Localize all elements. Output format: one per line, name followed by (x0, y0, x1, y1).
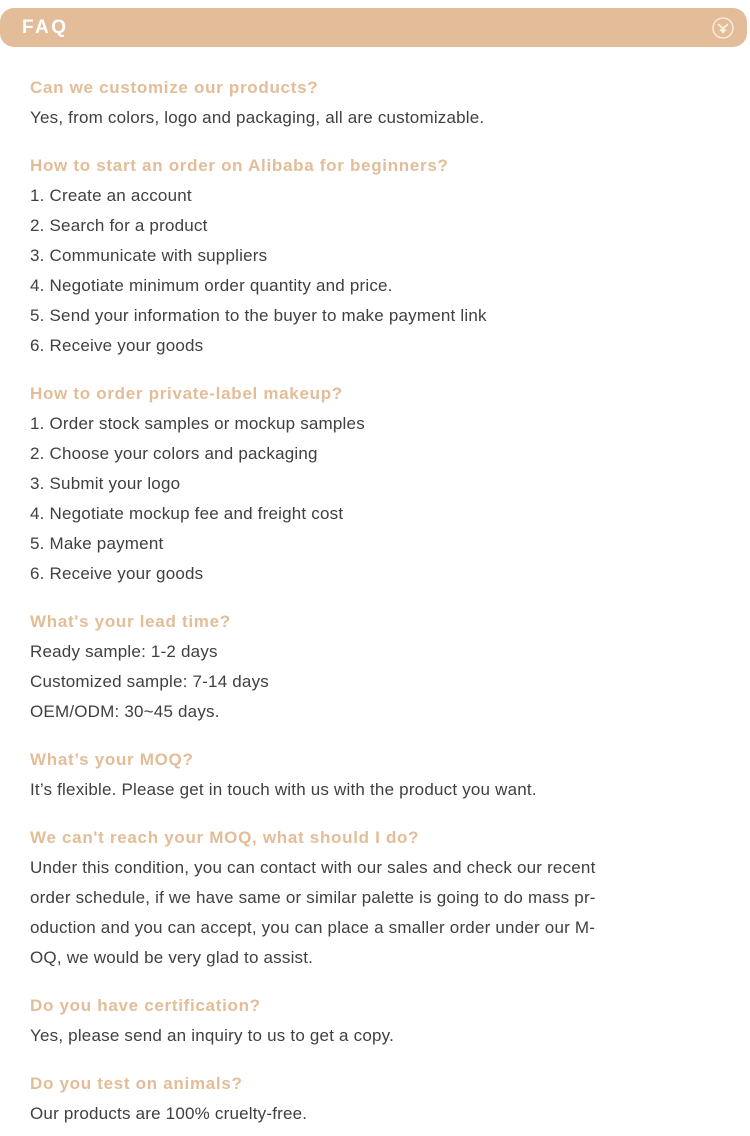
faq-answer-line: 6. Receive your goods (30, 564, 204, 583)
faq-section-below-moq (30, 823, 722, 973)
faq-question: How to order private-label makeup? (30, 384, 343, 403)
faq-answer-line: 5. Send your information to the buyer to make payment link (30, 306, 487, 325)
faq-answer-line: 2. Choose your colors and packaging (30, 444, 318, 463)
faq-answer-line: OEM/ODM: 30~45 days. (30, 702, 220, 721)
faq-question: What's your lead time? (30, 612, 231, 631)
faq-answer-line: order schedule, if we have same or similar palette is going to do mass pr- (30, 888, 596, 907)
faq-answer-line: 4. Negotiate minimum order quantity and price. (30, 276, 393, 295)
faq-answer-line: Ready sample: 1-2 days (30, 642, 218, 661)
faq-question: How to start an order on Alibaba for beginners? (30, 156, 449, 175)
faq-question: We can't reach your MOQ, what should I do? (30, 828, 420, 847)
faq-answer-line: 3. Submit your logo (30, 474, 181, 493)
faq-answer-line: oduction and you can accept, you can place a smaller order under our M- (30, 918, 596, 937)
faq-section-animal-testing (30, 1069, 722, 1129)
faq-section-private-label (30, 379, 722, 589)
double-chevron-down-icon (711, 16, 735, 40)
faq-answer-line: Yes, from colors, logo and packaging, all are customizable. (30, 108, 485, 127)
faq-section-certification (30, 991, 722, 1051)
faq-section-moq (30, 745, 722, 805)
faq-question: Can we customize our products? (30, 78, 319, 97)
faq-answer-line: Our products are 100% cruelty-free. (30, 1104, 308, 1123)
faq-answer-line: 1. Create an account (30, 186, 192, 205)
faq-title: FAQ (22, 16, 69, 38)
faq-answer-line: 2. Search for a product (30, 216, 208, 235)
faq-content (30, 47, 722, 1129)
faq-question: What’s your MOQ? (30, 750, 194, 769)
faq-section-start-order (30, 151, 722, 361)
faq-answer-line: 3. Communicate with suppliers (30, 246, 268, 265)
faq-section-customize (30, 73, 722, 133)
faq-answer-line: Customized sample: 7-14 days (30, 672, 269, 691)
faq-answer-line: Under this condition, you can contact with our sales and check our recent (30, 858, 596, 877)
faq-answer-line: 4. Negotiate mockup fee and freight cost (30, 504, 344, 523)
collapse-toggle-button[interactable] (710, 15, 736, 41)
faq-answer-line: It’s flexible. Please get in touch with us with the product you want. (30, 780, 537, 799)
faq-question: Do you test on animals? (30, 1074, 243, 1093)
faq-question: Do you have certification? (30, 996, 261, 1015)
faq-answer-line: 1. Order stock samples or mockup samples (30, 414, 365, 433)
faq-answer-line: 5. Make payment (30, 534, 164, 553)
faq-answer-line: Yes, please send an inquiry to us to get a copy. (30, 1026, 395, 1045)
faq-answer-line: 6. Receive your goods (30, 336, 204, 355)
faq-header-bar (0, 8, 747, 47)
faq-section-lead-time (30, 607, 722, 727)
faq-answer-line: OQ, we would be very glad to assist. (30, 948, 314, 967)
